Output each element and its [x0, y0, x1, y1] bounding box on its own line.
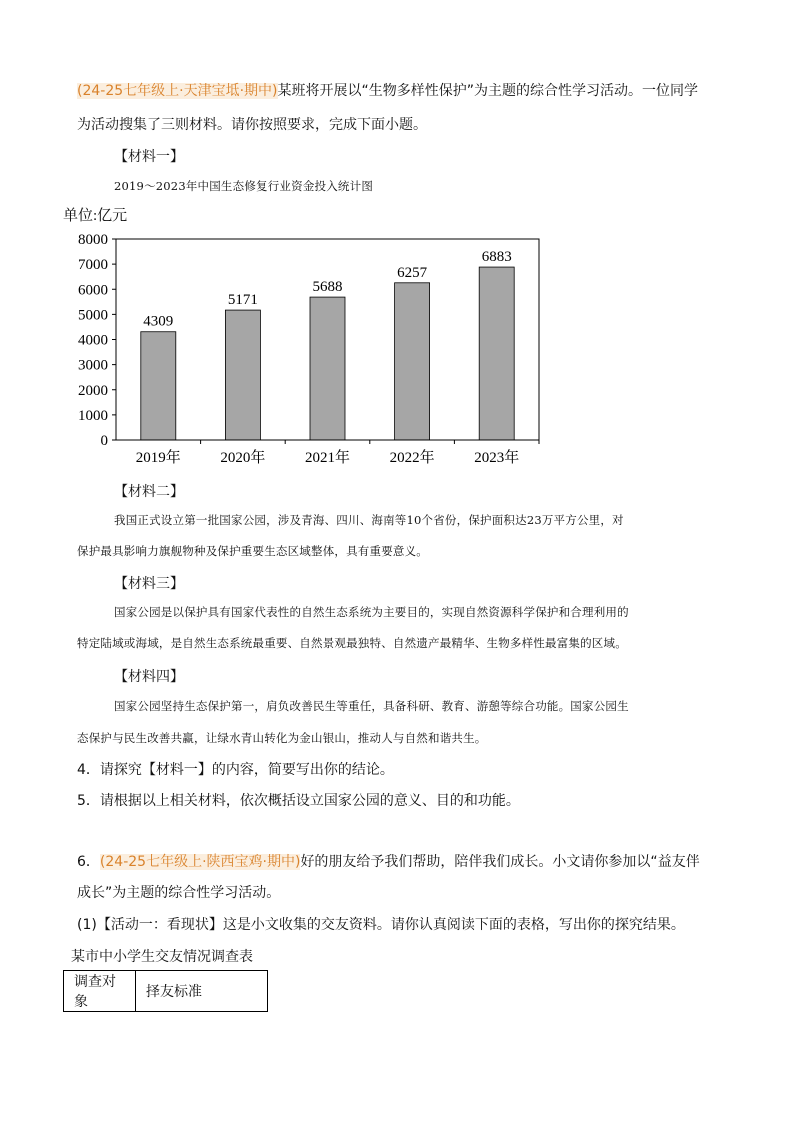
bar-chart: [60, 230, 560, 470]
x-tick-label: 2021年: [304, 450, 351, 466]
source-tag-2: (24-25七年级上·陕西宝鸡·期中): [99, 854, 301, 870]
bar: [225, 310, 260, 440]
intro-text: 某班将开展以“生物多样性保护”为主题的综合性学习活动。一位同学: [277, 83, 699, 99]
bar-value-label: 6257: [397, 264, 428, 281]
question-6-line-2: 成长”为主题的综合性学习活动。: [77, 885, 281, 901]
y-axis-ticks: [78, 232, 116, 449]
material3-line-1: 国家公园是以保护具有国家代表性的自然生态系统为主要目的，实现自然资源科学保护和合理利用的: [114, 605, 629, 619]
x-axis-ticks: [136, 440, 539, 466]
y-tick-label: 8000: [78, 232, 108, 248]
material3-heading: 【材料三】: [114, 576, 184, 592]
source-tag: (24-25七年级上·天津宝坻·期中): [77, 83, 278, 99]
x-tick-label: 2022年: [389, 450, 435, 466]
y-tick-label: 7000: [78, 257, 108, 274]
question-6-number: 6．: [77, 854, 100, 870]
bar-value-label: 6883: [481, 249, 512, 266]
bar: [479, 267, 514, 440]
activity-1: (1)【活动一：看现状】这是小文收集的交友资料。请你认真阅读下面的表格，写出你的探究结果。: [77, 917, 685, 933]
question-4: 4．请探究【材料一】的内容，简要写出你的结论。: [77, 762, 394, 778]
bar: [395, 283, 430, 440]
material1-heading: 【材料一】: [114, 149, 184, 165]
y-tick-label: 6000: [78, 282, 108, 299]
bar-value-label: 4309: [143, 313, 174, 330]
material3-line-2: 特定陆域或海域，是自然生态系统最重要、自然景观最独特、自然遗产最精华、生物多样性最富集的区域。: [77, 636, 627, 650]
y-tick-label: 4000: [78, 332, 108, 349]
y-tick-label: 5000: [78, 307, 108, 324]
x-tick-label: 2023年: [474, 450, 520, 466]
table-title: 某市中小学生交友情况调查表: [71, 949, 253, 965]
x-tick-label: 2019年: [135, 450, 181, 466]
question-intro-line-2: 为活动搜集了三则材料。请你按照要求，完成下面小题。: [77, 117, 427, 133]
material2-heading: 【材料二】: [114, 484, 184, 500]
chart-caption: 2019～2023年中国生态修复行业资金投入统计图: [114, 179, 374, 193]
bar-value-label: 5688: [312, 279, 343, 296]
material4-line-1: 国家公园坚持生态保护第一，肩负改善民生等重任，具备科研、教育、游憩等综合功能。国家公园生: [114, 699, 629, 713]
bar: [310, 297, 345, 440]
question-6-line-1: [77, 853, 700, 871]
y-tick-label: 3000: [78, 357, 108, 374]
chart-unit-label: 单位:亿元: [63, 208, 128, 224]
table-header-cell: 调查对象: [64, 971, 136, 1012]
bar: [141, 332, 176, 440]
material2-line-2: 保护最具影响力旗舰物种及保护重要生态区域整体，具有重要意义。: [77, 544, 428, 558]
material4-line-2: 态保护与民生改善共赢，让绿水青山转化为金山银山，推动人与自然和谐共生。: [77, 731, 487, 745]
y-tick-label: 2000: [78, 382, 108, 399]
bars: [141, 249, 514, 440]
material2-line-1: 我国正式设立第一批国家公园，涉及青海、四川、海南等10个省份，保护面积达23万平方公里，对: [114, 513, 624, 527]
y-tick-label: 0: [100, 433, 108, 449]
table-header-row: [64, 971, 268, 1012]
question-6-text: 好的朋友给予我们帮助，陪伴我们成长。小文请你参加以“益友伴: [300, 854, 700, 870]
question-5: 5．请根据以上相关材料，依次概括设立国家公园的意义、目的和功能。: [77, 793, 520, 809]
question-intro-line-1: [77, 82, 698, 100]
material4-heading: 【材料四】: [114, 669, 184, 685]
y-tick-label: 1000: [78, 407, 108, 424]
table-header-cell: 择友标准: [136, 971, 268, 1012]
bar-value-label: 5171: [227, 292, 258, 309]
x-tick-label: 2020年: [220, 450, 266, 466]
survey-table: [63, 970, 268, 1012]
